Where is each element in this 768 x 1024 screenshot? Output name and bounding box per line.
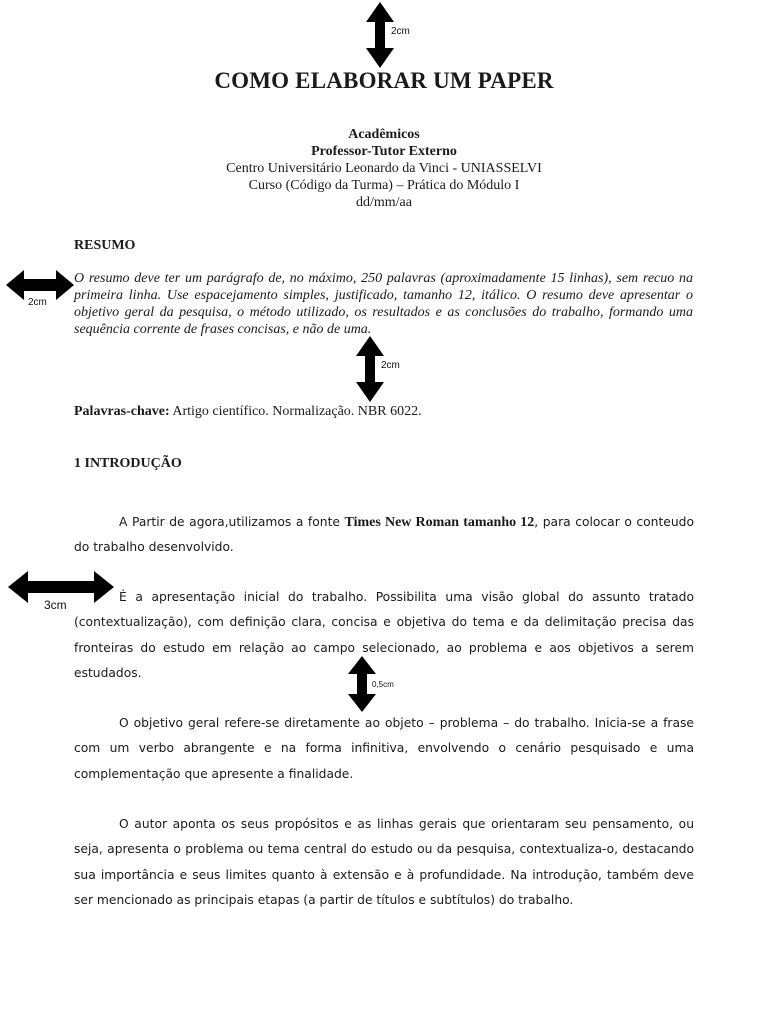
date: dd/mm/aa	[356, 195, 412, 210]
top-margin-label: 2cm	[391, 26, 410, 37]
paragraph-spacing-label: 0,5cm	[372, 680, 394, 689]
paragraph-4: O autor aponta os seus propósitos e as linhas gerais que orientaram seu pensamento, ou seja, apresenta o problema ou tema central do estudo ou da pesquisa, contextualiza-o, destacando sua importância e seus limites quanto à extensão e à profundidade. Na introdução, também deve ser mencionado as principais etapas (a partir de títulos e subtítulos) do trabalho.	[74, 817, 694, 907]
keywords-label: Palavras-chave:	[74, 404, 170, 419]
authors-label: Acadêmicos	[348, 127, 420, 142]
left-margin-label: 2cm	[28, 297, 47, 308]
page-title: COMO ELABORAR UM PAPER	[214, 68, 554, 93]
left-margin-arrow-icon	[6, 270, 74, 300]
abstract-spacing-arrow-icon	[356, 336, 384, 402]
intro-heading: 1 INTRODUÇÃO	[74, 456, 182, 471]
keywords-line	[74, 404, 422, 420]
paragraph-1-bold: Times New Roman tamanho 12	[344, 515, 535, 530]
course: Curso (Código da Turma) – Prática do Módulo I	[248, 178, 520, 193]
paragraph-3: O objetivo geral refere-se diretamente ao objeto – problema – do trabalho. Inicia-se a frase com um verbo abrangente e na forma infinitiva, envolvendo o cenário pesquisado e uma complementação que apresente a finalidade.	[74, 716, 694, 781]
keywords-text: Artigo científico. Normalização. NBR 6022.	[169, 404, 422, 419]
abstract-text: O resumo deve ter um parágrafo de, no máximo, 250 palavras (aproximadamente 15 linhas), sem recuo na primeira linha. Use espacejamento simples, justificado, tamanho 12, itálico. O resumo deve apresentar o objetivo geral da pesquisa, o método utilizado, os resultados e as conclusões do trabalho, formando uma sequência corrente de frases concisas, e não de uma.	[74, 271, 693, 337]
abstract-spacing-label: 2cm	[381, 360, 400, 371]
abstract-heading: RESUMO	[74, 238, 136, 253]
tutor-label: Professor-Tutor Externo	[311, 144, 457, 159]
paragraph-1-start: A Partir de agora,utilizamos a fonte	[119, 515, 345, 529]
paragraph-1-end: , para colocar o conteudo do trabalho desenvolvido.	[74, 515, 694, 555]
paragraph-indent-label: 3cm	[44, 598, 67, 612]
paragraph-2: É a apresentação inicial do trabalho. Possibilita uma visão global do assunto tratado (contextualização), com definição clara, concisa e objetiva do tema e da delimitação precisa das fronteiras do estudo em relação ao campo selecionado, ao problema e aos objetivos a serem estudados.	[74, 590, 694, 680]
paragraph-1	[74, 510, 694, 561]
institution: Centro Universitário Leonardo da Vinci - UNIASSELVI	[226, 161, 542, 176]
